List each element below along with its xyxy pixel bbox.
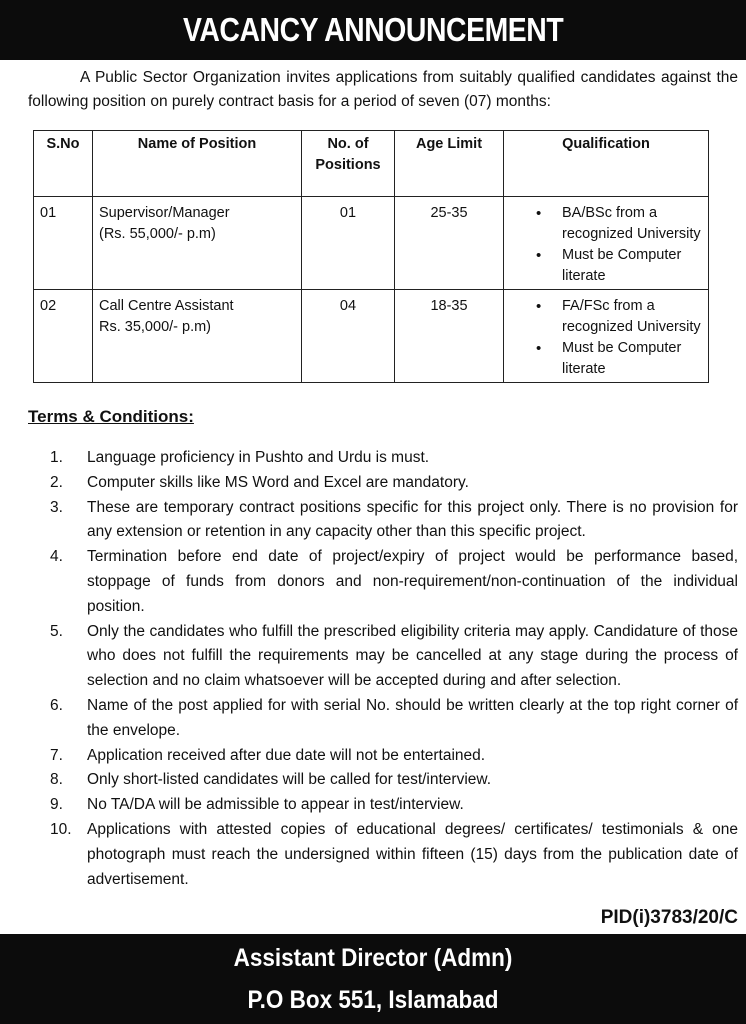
- term-text: Language proficiency in Pushto and Urdu is must.: [87, 449, 430, 466]
- term-number: 4.: [50, 548, 63, 566]
- term-number: 5.: [50, 622, 63, 640]
- term-number: 7.: [50, 746, 63, 764]
- qualification-item: • FA/FSc from a recognized University: [542, 296, 702, 338]
- table-row: [34, 197, 709, 290]
- qualification-item: • BA/BSc from a recognized University: [542, 203, 702, 245]
- header-num-line1: No. of: [327, 136, 369, 152]
- term-item: [50, 744, 738, 769]
- term-number: 2.: [50, 473, 63, 491]
- table-row: [34, 290, 709, 383]
- intro-paragraph: A Public Sector Organization invites applications from suitably qualified candidates against the following position on purely contract basis for a period of seven (07) months:: [28, 69, 738, 110]
- terms-heading: Terms & Conditions:: [28, 407, 194, 426]
- term-text: Application received after due date will not be entertained.: [87, 746, 486, 764]
- term-item: [50, 694, 738, 744]
- term-item: [50, 471, 738, 496]
- cell-age-limit: 18-35: [395, 290, 504, 383]
- term-text: No TA/DA will be admissible to appear in test/interview.: [87, 796, 464, 814]
- header-num-positions: [302, 131, 395, 197]
- term-text: Only short-listed candidates will be called for test/interview.: [87, 771, 492, 789]
- term-number: 3.: [50, 498, 63, 516]
- term-number: 1.: [50, 449, 63, 466]
- cell-position: [93, 290, 302, 383]
- header-num-line2: Positions: [315, 157, 381, 173]
- cell-sno: 01: [34, 197, 93, 290]
- term-item: [50, 496, 738, 546]
- term-text: Only the candidates who fulfill the prescribed eligibility criteria may apply. Candidature of those who does not fulfill the requirements may be cancelled at any stage during the process of selection and no claim whatsoever will be accepted during and after selection.: [87, 622, 738, 690]
- qualification-list: [504, 296, 702, 380]
- term-number: 6.: [50, 696, 63, 714]
- pid-code: PID(i)3783/20/C: [600, 907, 738, 928]
- term-text: Termination before end date of project/expiry of project would be performance based, stoppage of funds from donors and non-requirement/non-continuation of the individual position.: [87, 548, 738, 615]
- cell-qualification: [504, 290, 709, 383]
- term-item: [50, 545, 738, 619]
- qualification-list: [504, 203, 702, 287]
- footer-address: P.O Box 551, Islamabad: [247, 986, 499, 1014]
- position-name: Supervisor/Manager: [99, 205, 230, 221]
- header-age: Age Limit: [395, 131, 504, 197]
- terms-list: [50, 446, 738, 892]
- term-item: [50, 768, 738, 793]
- cell-qualification: [504, 197, 709, 290]
- header-position: Name of Position: [93, 131, 302, 197]
- header-sno: S.No: [34, 131, 93, 197]
- page-title: VACANCY ANNOUNCEMENT: [182, 11, 564, 48]
- positions-table: [33, 130, 709, 383]
- term-text: Applications with attested copies of educational degrees/ certificates/ testimonials & one photograph must reach the undersigned within fifteen (15) days from the publication date of advertisement.: [87, 820, 738, 888]
- qualification-item: • Must be Computer literate: [542, 338, 702, 380]
- position-name: Call Centre Assistant: [99, 298, 234, 314]
- term-text: Name of the post applied for with serial No. should be written clearly at the top right corner of the envelope.: [87, 696, 738, 739]
- position-salary: Rs. 35,000/- p.m): [99, 319, 212, 335]
- header-qualification: Qualification: [504, 131, 709, 197]
- header-banner: [0, 0, 746, 60]
- term-number: 10.: [50, 820, 72, 838]
- term-item: [50, 793, 738, 818]
- cell-position: [93, 197, 302, 290]
- term-item: [50, 620, 738, 694]
- position-salary: (Rs. 55,000/- p.m): [99, 226, 216, 242]
- qualification-item: • Must be Computer literate: [542, 245, 702, 287]
- term-number: 9.: [50, 796, 63, 814]
- cell-age-limit: 25-35: [395, 197, 504, 290]
- term-item: [50, 446, 738, 471]
- term-text: Computer skills like MS Word and Excel are mandatory.: [87, 473, 469, 491]
- cell-num-positions: 04: [302, 290, 395, 383]
- cell-sno: 02: [34, 290, 93, 383]
- term-text: These are temporary contract positions specific for this project only. There is no provision for any extension or retention in any capacity other than this specific project.: [87, 498, 738, 541]
- term-number: 8.: [50, 771, 63, 789]
- footer-banner: [0, 934, 746, 1024]
- footer-signatory: Assistant Director (Admn): [233, 944, 513, 972]
- table-header-row: [34, 131, 709, 197]
- cell-num-positions: 01: [302, 197, 395, 290]
- term-item: [50, 818, 738, 892]
